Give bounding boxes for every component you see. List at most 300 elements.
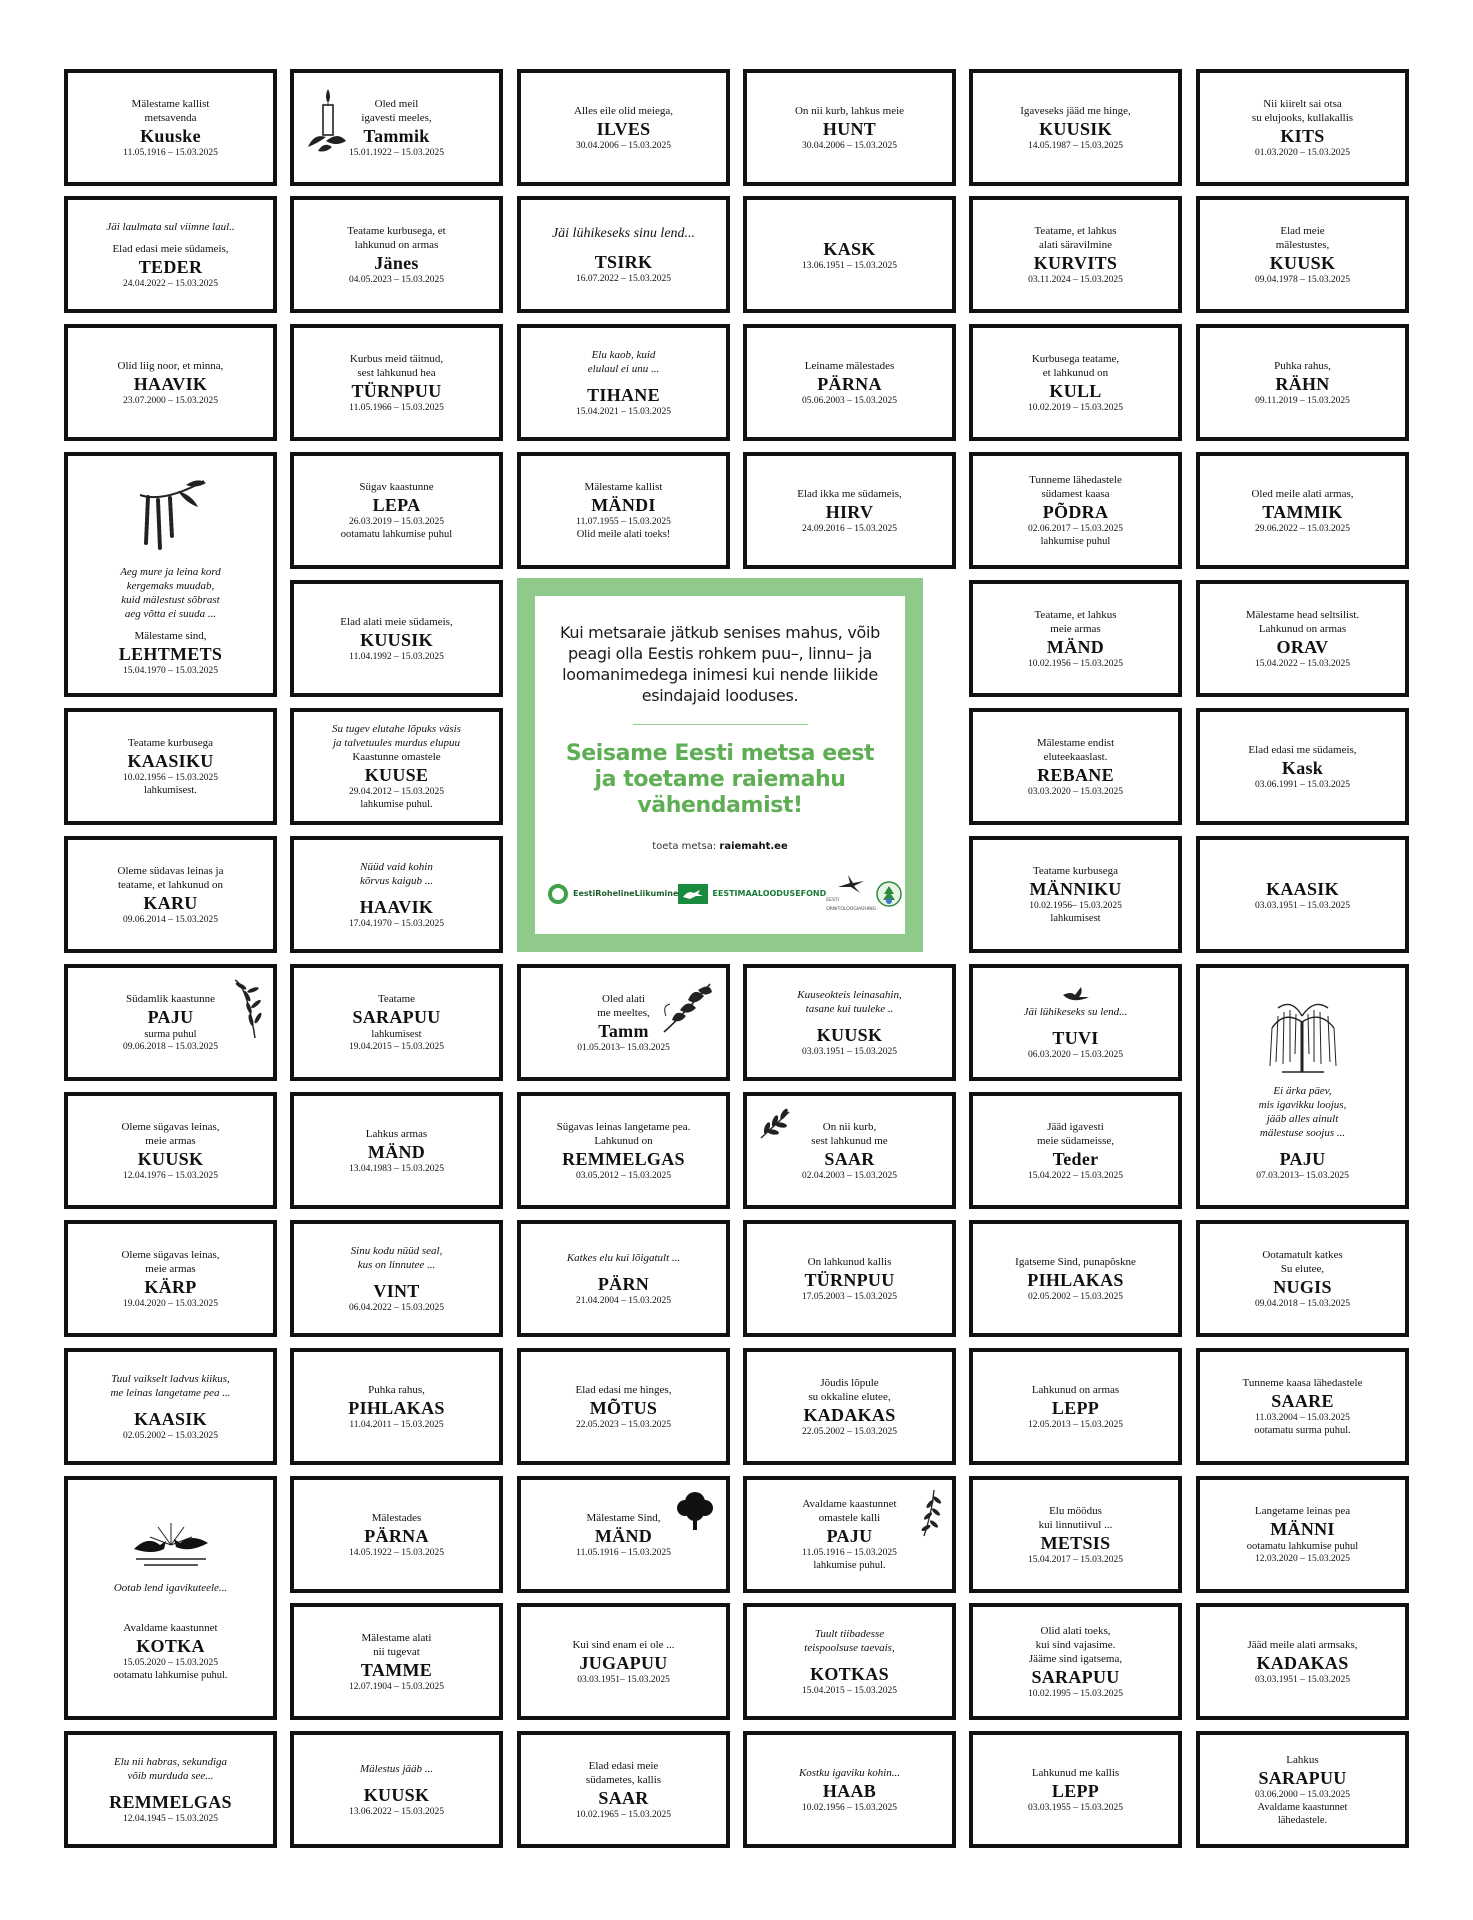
deceased-name: PÄRNA <box>817 373 882 394</box>
life-dates: 10.02.1956– 15.03.2025 <box>1029 901 1122 911</box>
obituary-card <box>517 196 730 313</box>
ad-support-label: toeta metsa: <box>652 841 717 852</box>
intro-line: Kuuseokteis leinasahin, <box>797 988 902 1001</box>
deceased-name: KULL <box>1049 380 1102 401</box>
life-dates: 15.04.2017 – 15.03.2025 <box>1028 1554 1123 1565</box>
life-dates: 11.05.1916 – 15.03.2025 <box>576 1547 671 1558</box>
obituary-card <box>1196 1220 1409 1337</box>
intro-line: meie armas <box>145 1134 196 1147</box>
life-dates: 12.04.1976 – 15.03.2025 <box>123 1170 218 1181</box>
life-dates: 19.04.2015 – 15.03.2025 <box>349 1042 444 1052</box>
intro-line: kõrvus kaigub ... <box>359 874 433 887</box>
intro-line: Lahkunud me kallis <box>1031 1766 1120 1779</box>
intro-line: teatame, et lahkunud on <box>117 878 224 891</box>
ad-headline: Seisame Eesti metsa eest ja toetame raiemahu vähendamist! <box>565 741 875 818</box>
life-dates: 15.05.2020 – 15.03.2025 <box>123 1657 218 1668</box>
deceased-name: SARAPUU <box>352 1007 441 1027</box>
intro-line: Elad edasi me hinges, <box>575 1383 672 1396</box>
intro-line: võib murduda see... <box>127 1769 214 1782</box>
closing-line: ootamatu surma puhul. <box>1254 1425 1351 1436</box>
intro-line: Tuult tiibadesse <box>814 1627 885 1640</box>
deceased-name: LEHTMETS <box>118 643 223 664</box>
obituary-card <box>969 708 1182 825</box>
obituary-card <box>743 1603 956 1720</box>
obituary-card <box>290 1731 503 1848</box>
intro-line: Oled meile alati armas, <box>1251 487 1354 500</box>
life-dates: 02.05.2002 – 15.03.2025 <box>123 1430 218 1441</box>
intro-line: On nii kurb, lahkus meie <box>794 104 905 117</box>
deceased-name: Jänes <box>374 252 419 273</box>
intro-line: On lahkunud kallis <box>807 1255 892 1268</box>
life-dates: 03.03.2020 – 15.03.2025 <box>1028 786 1123 797</box>
deceased-name: NUGIS <box>1273 1276 1332 1297</box>
life-dates: 10.02.2019 – 15.03.2025 <box>1028 402 1123 413</box>
intro-line: Oled alati <box>601 992 646 1005</box>
deceased-name: MÄND <box>1046 636 1105 657</box>
intro-line: Igatseme Sind, punapõskne <box>1015 1255 1136 1268</box>
deceased-name: MÕTUS <box>589 1397 658 1418</box>
intro-line: Mälestame kallist <box>131 97 210 110</box>
closing-line: ootamatu lahkumise puhul <box>340 529 453 540</box>
life-dates: 01.03.2020 – 15.03.2025 <box>1255 147 1350 158</box>
ad-body-text: Kui metsaraie jätkub senises mahus, võib peagi olla Eestis rohkem puu–, linnu– ja loomanimedega inimesi kui nende liikide esindajaid looduses. <box>559 623 881 705</box>
closing-line: lahkumise puhul. <box>813 1560 886 1571</box>
life-dates: 22.05.2023 – 15.03.2025 <box>576 1419 671 1430</box>
life-dates: 24.09.2016 – 15.03.2025 <box>802 523 897 534</box>
deceased-name: Kuuske <box>140 125 201 146</box>
weeping-willow-icon <box>1262 992 1344 1074</box>
obituary-card <box>290 1220 503 1337</box>
intro-line: metsavenda <box>144 111 197 124</box>
intro-line: Jääme sind igatsema, <box>1028 1652 1123 1665</box>
deceased-name: KÄRP <box>144 1276 197 1297</box>
eoy-bird-icon <box>836 873 866 895</box>
intro-line: Mälestus jääb ... <box>359 1762 434 1775</box>
life-dates: 06.03.2020 – 15.03.2025 <box>1028 1049 1123 1060</box>
intro-line: kui linnutiivul ... <box>1038 1518 1113 1531</box>
life-dates: 30.04.2006 – 15.03.2025 <box>576 140 671 151</box>
obituary-card <box>743 452 956 569</box>
deceased-name: TEDER <box>138 256 203 277</box>
erl-line-1: Eesti <box>573 889 596 898</box>
obituary-card <box>290 708 503 825</box>
deceased-name: TAMME <box>360 1659 433 1680</box>
deceased-name: PIHLAKAS <box>348 1397 445 1418</box>
intro-line: me leinas langetame pea ... <box>110 1386 231 1399</box>
deceased-name: LEPA <box>372 495 421 515</box>
intro-line: Oleme sügavas leinas, <box>121 1120 220 1133</box>
intro-line: Mälestame endist <box>1036 736 1115 749</box>
life-dates: 10.02.1956 – 15.03.2025 <box>1028 658 1123 669</box>
intro-line: Oled meil <box>374 97 419 110</box>
obituary-card <box>1196 708 1409 825</box>
obituary-card <box>64 1348 277 1465</box>
deceased-name: PÕDRA <box>1042 502 1109 522</box>
obituary-card <box>517 1348 730 1465</box>
closing-line: lahkumisest. <box>144 785 197 796</box>
life-dates: 03.03.1951 – 15.03.2025 <box>802 1046 897 1057</box>
life-dates: 12.04.1945 – 15.03.2025 <box>123 1813 218 1824</box>
intro-line: Sügavas leinas langetame pea. <box>556 1120 691 1133</box>
intro-line: kui sind vajasime. <box>1035 1638 1116 1651</box>
closing-line: lahkumise puhul. <box>360 799 433 810</box>
intro-line: omastele kalli <box>818 1512 881 1524</box>
life-dates: 10.02.1965 – 15.03.2025 <box>576 1809 671 1820</box>
intro-line: Nii kiirelt sai otsa <box>1263 97 1342 110</box>
obituary-card <box>969 580 1182 697</box>
life-dates: 01.05.2013– 15.03.2025 <box>577 1042 670 1053</box>
deceased-name: KADAKAS <box>803 1404 896 1425</box>
obituary-card <box>290 1348 503 1465</box>
logo-eesti-roheline-liikumine <box>547 883 678 905</box>
intro-line: mälestustes, <box>1275 238 1330 251</box>
intro-line: Oleme südavas leinas ja <box>117 864 224 877</box>
deceased-name: REMMELGAS <box>109 1791 232 1812</box>
verse-line: kuid mälestust sõbrast <box>121 593 220 606</box>
intro-line: On nii kurb, <box>822 1120 877 1133</box>
deceased-name: Tamm <box>598 1020 649 1041</box>
life-dates: 03.05.2012 – 15.03.2025 <box>576 1170 671 1181</box>
life-dates: 22.05.2002 – 15.03.2025 <box>802 1426 897 1437</box>
intro-line: Olid liig noor, et minna, <box>117 359 224 372</box>
obituary-card <box>290 1476 503 1593</box>
intro-line: Teatame kurbusega <box>1032 865 1119 877</box>
obituary-card <box>743 1092 956 1209</box>
obituary-card <box>1196 1603 1409 1720</box>
intro-line: Jääd meile alati armsaks, <box>1247 1638 1358 1651</box>
life-dates: 30.04.2006 – 15.03.2025 <box>802 140 897 151</box>
obituary-card <box>517 1603 730 1720</box>
logo-eestimaa-looduse-fond <box>678 884 826 904</box>
intro-line: elulaul ei unu ... <box>587 362 660 375</box>
intro-line: Tunneme kaasa lähedastele <box>1242 1377 1363 1389</box>
deceased-name: ILVES <box>596 118 651 139</box>
life-dates: 26.03.2019 – 15.03.2025 <box>349 517 444 527</box>
intro-line: Elu möödus <box>1049 1504 1102 1517</box>
intro-line: Mälestame sind, <box>134 629 207 642</box>
life-dates: 23.07.2000 – 15.03.2025 <box>123 395 218 406</box>
life-dates: 03.03.1951 – 15.03.2025 <box>1255 1674 1350 1685</box>
leaf-sprig-icon <box>757 1108 793 1142</box>
deceased-name: KOTKAS <box>810 1663 889 1684</box>
deceased-name: KUUSIK <box>1039 118 1112 139</box>
intro-line: Südamlik kaastunne <box>126 993 215 1005</box>
intro-line: tasane kui tuuleke .. <box>805 1002 894 1015</box>
obituary-card <box>64 1476 277 1720</box>
obituary-card <box>1196 1731 1409 1848</box>
erl-line-3: Liikumine <box>634 889 679 898</box>
intro-line: Lahkunud on armas <box>1258 622 1347 635</box>
life-dates: 15.04.2022 – 15.03.2025 <box>1255 658 1350 669</box>
obituary-card <box>743 1220 956 1337</box>
obituary-card <box>969 1348 1182 1465</box>
intro-line: Su tugev elutahe lõpuks väsis <box>332 723 461 735</box>
campaign-ad <box>517 578 923 952</box>
obituary-card <box>517 1476 730 1593</box>
life-dates: 19.04.2020 – 15.03.2025 <box>123 1298 218 1309</box>
verse-line: mälestuse soojus ... <box>1259 1126 1346 1139</box>
intro-line: eluteekaaslast. <box>1043 750 1108 763</box>
obituary-card <box>517 69 730 186</box>
intro-line: Avaldame kaastunnet <box>802 1498 897 1510</box>
obituary-card <box>64 836 277 953</box>
campaign-ad-panel <box>535 596 905 934</box>
deceased-name: SARAPUU <box>1031 1666 1120 1687</box>
intro-line: meie armas <box>145 1262 196 1275</box>
intro-line: lahkunud on armas <box>354 238 439 251</box>
intro-line: Alles eile olid meiega, <box>574 104 673 117</box>
deceased-name: MÄND <box>594 1525 653 1546</box>
life-dates: 09.04.2018 – 15.03.2025 <box>1255 1298 1350 1309</box>
deceased-name: SAARE <box>1271 1391 1334 1411</box>
obituary-card <box>64 708 277 825</box>
catkin-branch-icon <box>134 473 208 555</box>
deceased-name: KASK <box>823 238 876 259</box>
deceased-name: PAJU <box>826 1526 873 1546</box>
obituary-card <box>517 1220 730 1337</box>
obituary-card <box>969 1731 1182 1848</box>
deceased-name: JUGAPUU <box>579 1652 668 1673</box>
intro-line: Kurbusega teatame, <box>1031 352 1120 365</box>
verse-line: kergemaks muudab, <box>126 579 215 592</box>
intro-line: igavesti meeles, <box>361 111 432 124</box>
deceased-name: KUUSK <box>363 1784 430 1805</box>
closing-line: lähedastele. <box>1277 1814 1328 1826</box>
deceased-name: PAJU <box>1279 1148 1326 1169</box>
elf-line-3: FOND <box>800 889 827 898</box>
deceased-name: KARU <box>143 892 198 913</box>
life-dates: 11.04.1992 – 15.03.2025 <box>349 651 444 662</box>
tree-icon <box>674 1488 716 1532</box>
obituary-card <box>1196 69 1409 186</box>
obituary-card <box>969 1476 1182 1593</box>
obituary-card <box>517 1731 730 1848</box>
life-dates: 03.03.1951– 15.03.2025 <box>577 1674 670 1685</box>
intro-line: Su elutee, <box>1280 1262 1325 1275</box>
deceased-name: LEPP <box>1051 1780 1100 1801</box>
obituary-card <box>743 964 956 1081</box>
life-dates: 15.04.2022 – 15.03.2025 <box>1028 1170 1123 1181</box>
intro-line: Leiname mälestades <box>804 359 895 372</box>
ad-logos <box>547 873 893 914</box>
intro-line: Teatame <box>377 993 416 1005</box>
obituary-card <box>1196 324 1409 441</box>
intro-line: südamest kaasa <box>1041 488 1110 500</box>
obituary-card <box>64 964 277 1081</box>
obituary-card <box>290 196 503 313</box>
willow-branch-icon <box>229 976 263 1042</box>
life-dates: 15.04.2015 – 15.03.2025 <box>802 1685 897 1696</box>
intro-line: Elad edasi me südameis, <box>1248 743 1357 756</box>
life-dates: 29.06.2022 – 15.03.2025 <box>1255 523 1350 534</box>
logo-round-emblem <box>876 881 902 907</box>
life-dates: 13.06.1951 – 15.03.2025 <box>802 260 897 271</box>
intro-line: Elad edasi meie <box>588 1759 659 1772</box>
deceased-name: REMMELGAS <box>562 1148 685 1169</box>
obituary-card <box>64 324 277 441</box>
life-dates: 02.05.2002 – 15.03.2025 <box>1028 1291 1123 1302</box>
obituary-card <box>64 1220 277 1337</box>
deceased-name: TÜRNPUU <box>804 1269 895 1290</box>
obituary-card <box>64 1092 277 1209</box>
obituary-card <box>1196 1348 1409 1465</box>
deceased-name: KITS <box>1280 125 1325 146</box>
deceased-name: PIHLAKAS <box>1027 1269 1124 1290</box>
oak-branch-icon <box>658 976 716 1036</box>
life-dates: 29.04.2012 – 15.03.2025 <box>349 787 444 797</box>
verse-line: Ootab lend igavikuteele... <box>113 1581 228 1594</box>
life-dates: 09.06.2018 – 15.03.2025 <box>123 1042 218 1052</box>
deceased-name: TAMMIK <box>1262 501 1343 522</box>
intro-line: sest lahkunud me <box>811 1134 888 1147</box>
intro-line: Kaastunne omastele <box>352 751 441 763</box>
life-dates: 12.03.2020 – 15.03.2025 <box>1255 1554 1350 1564</box>
intro-line: Elu nii habras, sekundiga <box>113 1755 228 1768</box>
intro-line: Oleme sügavas leinas, <box>121 1248 220 1261</box>
closing-line: ootamatu lahkumise puhul. <box>113 1669 228 1681</box>
intro-line: Tuul vaikselt ladvus kiikus, <box>111 1372 230 1385</box>
deceased-name: KUUSE <box>364 765 429 785</box>
intro-line: Ootamatult katkes <box>1262 1248 1343 1261</box>
laurel-icon <box>916 1488 942 1538</box>
intro-line: et lahkunud on <box>1042 366 1109 379</box>
life-dates: 10.02.1956 – 15.03.2025 <box>123 773 218 783</box>
obituary-card <box>969 1220 1182 1337</box>
closing-line: lahkumisest <box>371 1029 422 1040</box>
intro-line: nii tugevat <box>373 1645 420 1658</box>
deceased-name: SARAPUU <box>1258 1767 1347 1788</box>
intro-line: Katkes elu kui lõigatult ... <box>566 1251 681 1264</box>
intro-line: Teatame, et lahkus <box>1034 608 1117 621</box>
obituary-card <box>1196 580 1409 697</box>
life-dates: 09.06.2014 – 15.03.2025 <box>123 914 218 925</box>
life-dates: 11.05.1916 – 15.03.2025 <box>123 147 218 158</box>
obituary-card <box>743 324 956 441</box>
life-dates: 11.03.2004 – 15.03.2025 <box>1255 1413 1350 1423</box>
life-dates: 21.04.2004 – 15.03.2025 <box>576 1295 671 1306</box>
deceased-name: MÄND <box>367 1141 426 1162</box>
intro-line: me meeltes, <box>597 1006 650 1019</box>
round-emblem-icon <box>876 881 902 907</box>
intro-line: Kurbus meid täitnud, <box>349 352 444 365</box>
intro-line: Kostku igaviku kohin... <box>798 1766 901 1779</box>
intro-line: Jääd igavesti <box>1047 1120 1104 1133</box>
deceased-name: LEPP <box>1051 1397 1100 1418</box>
deceased-name: KAASIK <box>1266 878 1339 899</box>
deceased-name: RÄHN <box>1275 373 1330 394</box>
birds-sunset-icon <box>130 1515 212 1571</box>
deceased-name: KUUSK <box>1269 252 1336 273</box>
intro-line: Elad alati meie südameis, <box>340 615 453 628</box>
deceased-name: Kask <box>1281 757 1324 778</box>
life-dates: 03.11.2024 – 15.03.2025 <box>1028 274 1123 285</box>
deceased-name: VINT <box>373 1280 420 1301</box>
intro-line: Igaveseks jääd me hinge, <box>1020 104 1131 117</box>
intro-line: Puhka rahus, <box>368 1383 425 1396</box>
intro-line: Langetame leinas pea <box>1254 1505 1351 1517</box>
deceased-name: TSIRK <box>594 251 653 272</box>
deceased-name: MÄNNI <box>1270 1519 1335 1539</box>
obituary-card <box>969 964 1182 1081</box>
intro-line: Lahkus armas <box>365 1127 428 1140</box>
obituary-card <box>290 324 503 441</box>
intro-line: alati säravilmine <box>1039 238 1112 251</box>
intro-line: su elujooks, kullakallis <box>1251 111 1354 124</box>
obituary-card <box>743 1476 956 1593</box>
obituary-card <box>290 964 503 1081</box>
life-dates: 14.05.1922 – 15.03.2025 <box>349 1547 444 1558</box>
intro-line: sest lahkunud hea <box>357 366 436 379</box>
intro-line: Mälestame head seltsilist. <box>1245 608 1360 621</box>
deceased-name: MÄNDI <box>591 495 656 515</box>
closing-line: surma puhul <box>144 1029 197 1040</box>
life-dates: 10.02.1995 – 15.03.2025 <box>1028 1688 1123 1699</box>
intro-line: Teatame kurbusega, et <box>347 224 446 237</box>
intro-line: Mälestame alati <box>361 1631 432 1644</box>
dove-icon <box>1061 985 1091 1003</box>
elf-line-2: LOODUSE <box>757 889 801 898</box>
obituary-card <box>1196 452 1409 569</box>
intro-line: Jäi lühikeseks sinu lend... <box>551 225 696 241</box>
intro-line: Elu kaob, kuid <box>591 348 656 361</box>
elf-leaping-animal-icon <box>678 884 708 904</box>
ad-support-link[interactable]: raiemaht.ee <box>719 841 788 852</box>
intro-line: ja talvetuules murdus elupuu <box>333 737 460 749</box>
obituary-card <box>969 1603 1182 1720</box>
obituary-card <box>64 69 277 186</box>
deceased-name: TÜRNPUU <box>351 380 442 401</box>
ad-divider <box>633 724 808 725</box>
intro-line: Kui sind enam ei ole ... <box>572 1638 675 1651</box>
life-dates: 24.04.2022 – 15.03.2025 <box>123 278 218 289</box>
obituary-card <box>743 1348 956 1465</box>
verse-line: Ei ärka päev, <box>1273 1084 1332 1097</box>
obituary-card <box>1196 1476 1409 1593</box>
obituary-card <box>290 69 503 186</box>
verse-line: jääb alles ainult <box>1266 1112 1339 1125</box>
deceased-name: PÄRNA <box>364 1525 429 1546</box>
deceased-name: KADAKAS <box>1256 1652 1349 1673</box>
life-dates: 04.05.2023 – 15.03.2025 <box>349 274 444 285</box>
deceased-name: HAAVIK <box>133 373 208 394</box>
candle-icon <box>304 85 350 155</box>
obituary-card <box>64 452 277 697</box>
intro-line: kus on linnutee ... <box>357 1258 436 1271</box>
intro-line: meie südameisse, <box>1037 1134 1114 1147</box>
intro-line: su okkaline elutee, <box>808 1390 891 1403</box>
intro-line: teispoolsuse taevais, <box>804 1641 895 1654</box>
life-dates: 16.07.2022 – 15.03.2025 <box>576 273 671 284</box>
intro-line: Puhka rahus, <box>1274 359 1331 372</box>
obituary-card <box>290 580 503 697</box>
closing-line: Avaldame kaastunnet <box>1257 1801 1348 1813</box>
deceased-name: METSIS <box>1040 1532 1111 1553</box>
life-dates: 03.03.1951 – 15.03.2025 <box>1255 900 1350 911</box>
intro-line: Elad edasi meie südameis, <box>112 242 229 255</box>
closing-line: lahkumisest <box>1050 913 1101 924</box>
intro-line: Sügav kaastunne <box>359 481 434 493</box>
life-dates: 11.04.2011 – 15.03.2025 <box>349 1419 444 1430</box>
deceased-name: KUUSIK <box>360 629 433 650</box>
deceased-name: KAASIK <box>134 1408 207 1429</box>
life-dates: 15.04.2021 – 15.03.2025 <box>576 406 671 417</box>
life-dates: 07.03.2013– 15.03.2025 <box>1256 1170 1349 1181</box>
obituary-card <box>517 1092 730 1209</box>
life-dates: 09.11.2019 – 15.03.2025 <box>1255 395 1350 406</box>
intro-line: Jõudis lõpule <box>820 1376 879 1389</box>
closing-line: Olid meile alati toeks! <box>576 529 671 540</box>
life-dates: 02.04.2003 – 15.03.2025 <box>802 1170 897 1181</box>
